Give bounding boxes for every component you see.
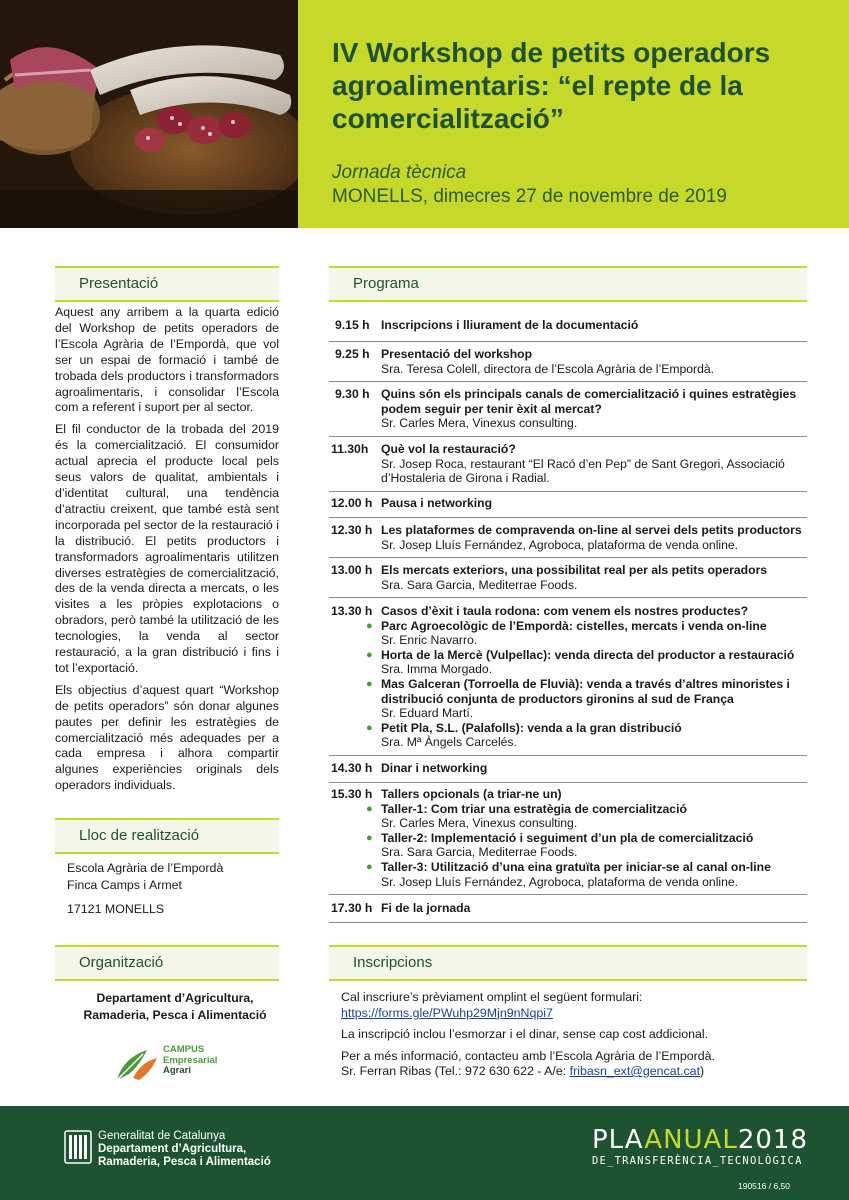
program-time: 12.30 h bbox=[331, 523, 373, 537]
program-time: 9.15 h bbox=[335, 318, 370, 332]
program-time: 13.30 h bbox=[331, 604, 373, 618]
item-title: Taller-1: Com triar una estratègia de comercialització bbox=[381, 801, 687, 816]
organizer-line2: Ramaderia, Pesca i Alimentació bbox=[83, 1008, 267, 1022]
section-header-programa bbox=[329, 266, 807, 302]
gencat-emblem-icon bbox=[64, 1130, 92, 1164]
bullet-icon: ● bbox=[366, 648, 373, 661]
venue-name: Escola Agrària de l’Empordà bbox=[67, 861, 224, 875]
item-title: Mas Galceran (Torroella de Fluvià): venda a través d’altres minoristes i distribució conjunta de productors gironins al sud de França bbox=[381, 676, 790, 706]
program-row bbox=[329, 523, 807, 558]
gencat-line: Generalitat de Catalunya bbox=[98, 1130, 226, 1142]
program-time: 14.30 h bbox=[331, 761, 373, 775]
page-title: IV Workshop de petits operadors agroalimentaris: “el repte de la comercialització” bbox=[332, 37, 771, 134]
campus-leaf-icon bbox=[113, 1044, 161, 1084]
section-header-organitzacio bbox=[55, 945, 279, 981]
bullet-icon: ● bbox=[366, 802, 373, 815]
item-speaker: Sr. Eduard Martí. bbox=[381, 706, 474, 721]
paragraph: El fil conductor de la trobada del 2019 és la comercialització. El consumidor actual aprecia el producte local pels seus valors de qualitat, ambientals i d’identitat cultural, una tendència d’atractiu creixent, que també està sent incorporada pel sector de la restauració i la distribució. El petits productors i transformadors agroalimentaris utilitzen diverses estratègies de comercialització, des de la venda directa a mercats, o les visites a les pròpies explotacions o obradors, però també la utilització de les tecnologies, la venda al sector restauració, a la gran distribució i fins i tot l’exportació. bbox=[55, 422, 279, 675]
logo-word: Agrari bbox=[163, 1065, 191, 1076]
presentacio-text bbox=[55, 305, 279, 800]
registration-form-link[interactable]: https://forms.gle/PWuhp29Mjn9nNqpi7 bbox=[341, 1005, 553, 1020]
item-title: Horta de la Mercè (Vulpellac): venda directa del productor a restauració bbox=[381, 647, 795, 662]
header bbox=[0, 0, 849, 228]
item-speaker: Sr. Carles Mera, Vinexus consulting. bbox=[381, 816, 578, 831]
program-title: Quins són els principals canals de comercialització i quines estratègies podem seguir per tenir èxit al mercat? bbox=[381, 387, 797, 416]
program-time: 12.00 h bbox=[331, 496, 373, 510]
section-title: Lloc de realització bbox=[79, 827, 200, 844]
program-speaker: Sra. Teresa Colell, directora de l’Escola Agrària de l’Empordà. bbox=[381, 361, 715, 376]
contact-text: Sr. Ferran Ribas (Tel.: 972 630 622 - A/e: bbox=[341, 1064, 570, 1078]
program-title: Tallers opcionals (a triar-ne un) bbox=[381, 787, 562, 801]
item-speaker: Sr. Josep Lluís Fernández, Agroboca, plataforma de venda online. bbox=[381, 874, 739, 889]
program-row bbox=[329, 604, 807, 756]
item-speaker: Sra. Imma Morgado. bbox=[381, 662, 493, 677]
program-sublist bbox=[366, 618, 807, 750]
program-title: Dinar i networking bbox=[381, 761, 488, 775]
contact-intro: Per a més informació, contacteu amb l’Escola Agrària de l’Empordà. bbox=[341, 1048, 715, 1063]
event-date: MONELLS, dimecres 27 de novembre de 2019 bbox=[332, 186, 727, 207]
list-item bbox=[366, 859, 807, 889]
program-title: Presentació del workshop bbox=[381, 347, 533, 361]
gencat-line: Departament d’Agricultura, bbox=[98, 1143, 247, 1155]
list-item bbox=[366, 830, 807, 860]
venue-finca: Finca Camps i Armet bbox=[67, 878, 182, 892]
program-row bbox=[329, 901, 807, 923]
section-header-presentacio bbox=[55, 266, 279, 302]
section-title: Inscripcions bbox=[353, 954, 433, 971]
program-row bbox=[329, 318, 807, 342]
bullet-icon: ● bbox=[366, 860, 373, 873]
program-title: Què vol la restauració? bbox=[381, 442, 516, 456]
paragraph: Aquest any arribem a la quarta edició del Workshop de petits operadors de l’Escola Agrària de l’Empordà, que vol ser un espai de formació i també de trobada dels productors i transformadors agroalimentaris, i consolidar l’Escola com a referent i suport per al sector. bbox=[55, 305, 279, 415]
title-banner bbox=[298, 0, 849, 228]
item-speaker: Sra. Mª Àngels Carcelés. bbox=[381, 735, 517, 750]
pla-year: 2018 bbox=[737, 1125, 808, 1155]
logo-word: CAMPUS bbox=[163, 1044, 205, 1055]
footer bbox=[0, 1106, 849, 1200]
logo-word: Empresarial bbox=[163, 1054, 218, 1066]
list-item bbox=[366, 618, 807, 648]
program-title: Casos d’èxit i taula rodona: com venem els nostres productes? bbox=[381, 604, 749, 618]
contact-line bbox=[341, 1064, 791, 1080]
item-title: Taller-2: Implementació i seguiment d’un pla de comercialització bbox=[381, 830, 754, 845]
event-type: Jornada tècnica bbox=[332, 162, 467, 183]
list-item bbox=[366, 801, 807, 831]
program-row bbox=[329, 761, 807, 783]
program-time: 13.00 h bbox=[331, 563, 373, 577]
program-title: Els mercats exteriors, una possibilitat real per als petits operadors bbox=[381, 563, 768, 577]
program-row bbox=[329, 442, 807, 492]
program-speaker: Sr. Josep Roca, restaurant “El Racó d’en Pep” de Sant Gregori, Associació d’Hostaleria de Girona i Radial. bbox=[381, 456, 785, 486]
program-time: 15.30 h bbox=[331, 787, 373, 801]
pla-word: ANUAL bbox=[644, 1125, 738, 1155]
venue-town: 17121 MONELLS bbox=[67, 902, 165, 916]
section-header-lloc bbox=[55, 818, 279, 854]
item-title: Parc Agroecològic de l’Empordà: cistelles, mercats i venda on-line bbox=[381, 618, 767, 633]
program-time: 9.30 h bbox=[335, 387, 370, 401]
program-row bbox=[329, 787, 807, 895]
item-title: Petit Pla, S.L. (Palafolls): venda a la gran distribució bbox=[381, 720, 682, 735]
program-time: 11.30h bbox=[331, 442, 369, 456]
section-header-inscripcions bbox=[329, 945, 807, 981]
program-row bbox=[329, 496, 807, 518]
contact-text-end: ) bbox=[700, 1064, 705, 1078]
program-time: 9.25 h bbox=[335, 347, 370, 361]
item-speaker: Sr. Enric Navarro. bbox=[381, 633, 478, 648]
registration-note: La inscripció inclou l’esmorzar i el dinar, sense cap cost addicional. bbox=[341, 1027, 709, 1041]
pla-word: PLA bbox=[592, 1125, 645, 1155]
program-row bbox=[329, 347, 807, 382]
campus-logo-text bbox=[163, 1045, 217, 1077]
sausage-photo-illustration bbox=[0, 0, 298, 228]
list-item bbox=[366, 676, 807, 721]
program-title: Pausa i networking bbox=[381, 496, 493, 510]
section-title: Presentació bbox=[79, 275, 159, 292]
gencat-signature bbox=[98, 1130, 271, 1169]
bullet-icon: ● bbox=[366, 721, 373, 734]
program-sublist bbox=[366, 801, 807, 890]
bullet-icon: ● bbox=[366, 677, 373, 690]
organizer bbox=[55, 990, 295, 1024]
program-speaker: Sr. Josep Lluís Fernández, Agroboca, plataforma de venda online. bbox=[381, 537, 739, 552]
header-photo bbox=[0, 0, 298, 228]
gencat-line: Ramaderia, Pesca i Alimentació bbox=[98, 1156, 271, 1168]
item-title: Taller-3: Utilització d’una eina gratuïta per iniciar-se al canal on-line bbox=[381, 859, 771, 874]
program-title: Les plataformes de compravenda on-line al servei dels petits productors bbox=[381, 523, 802, 537]
program-speaker: Sra. Sara Garcia, Mediterrae Foods. bbox=[381, 577, 578, 592]
section-title: Programa bbox=[353, 275, 419, 292]
organizer-line1: Departament d’Agricultura, bbox=[96, 991, 254, 1005]
section-title: Organització bbox=[79, 954, 164, 971]
pla-anual-logo bbox=[592, 1126, 808, 1154]
program-title: Inscripcions i lliurament de la documentació bbox=[381, 318, 639, 332]
program-row bbox=[329, 563, 807, 598]
item-speaker: Sra. Sara Garcia, Mediterrae Foods. bbox=[381, 845, 578, 860]
contact-email-link[interactable]: fribasn_ext@gencat.cat bbox=[569, 1064, 701, 1078]
registration-info bbox=[341, 990, 791, 1086]
program-time: 17.30 h bbox=[331, 901, 373, 915]
campus-logo bbox=[113, 1042, 243, 1087]
bullet-icon: ● bbox=[366, 831, 373, 844]
list-item bbox=[366, 647, 807, 677]
list-item bbox=[366, 720, 807, 750]
program-speaker: Sr. Carles Mera, Vinexus consulting. bbox=[381, 416, 578, 431]
bullet-icon: ● bbox=[366, 619, 373, 632]
program-title: Fi de la jornada bbox=[381, 901, 471, 915]
paragraph: Els objectius d’aquest quart “Workshop de petits operadors” són donar algunes pautes per definir les estratègies de comercialització més adequades per a cada empresa i alhora compartir algunes experiències originals dels operadors individuals. bbox=[55, 682, 279, 793]
pla-anual-subtitle: DE_TRANSFERÈNCIA_TECNOLÒGICA bbox=[592, 1155, 803, 1167]
venue-address bbox=[67, 860, 223, 918]
program-row bbox=[329, 387, 807, 437]
registration-intro: Cal inscriure’s prèviament omplint el següent formulari: bbox=[341, 990, 643, 1004]
document-code: 190516 / 6,50 bbox=[738, 1181, 790, 1191]
